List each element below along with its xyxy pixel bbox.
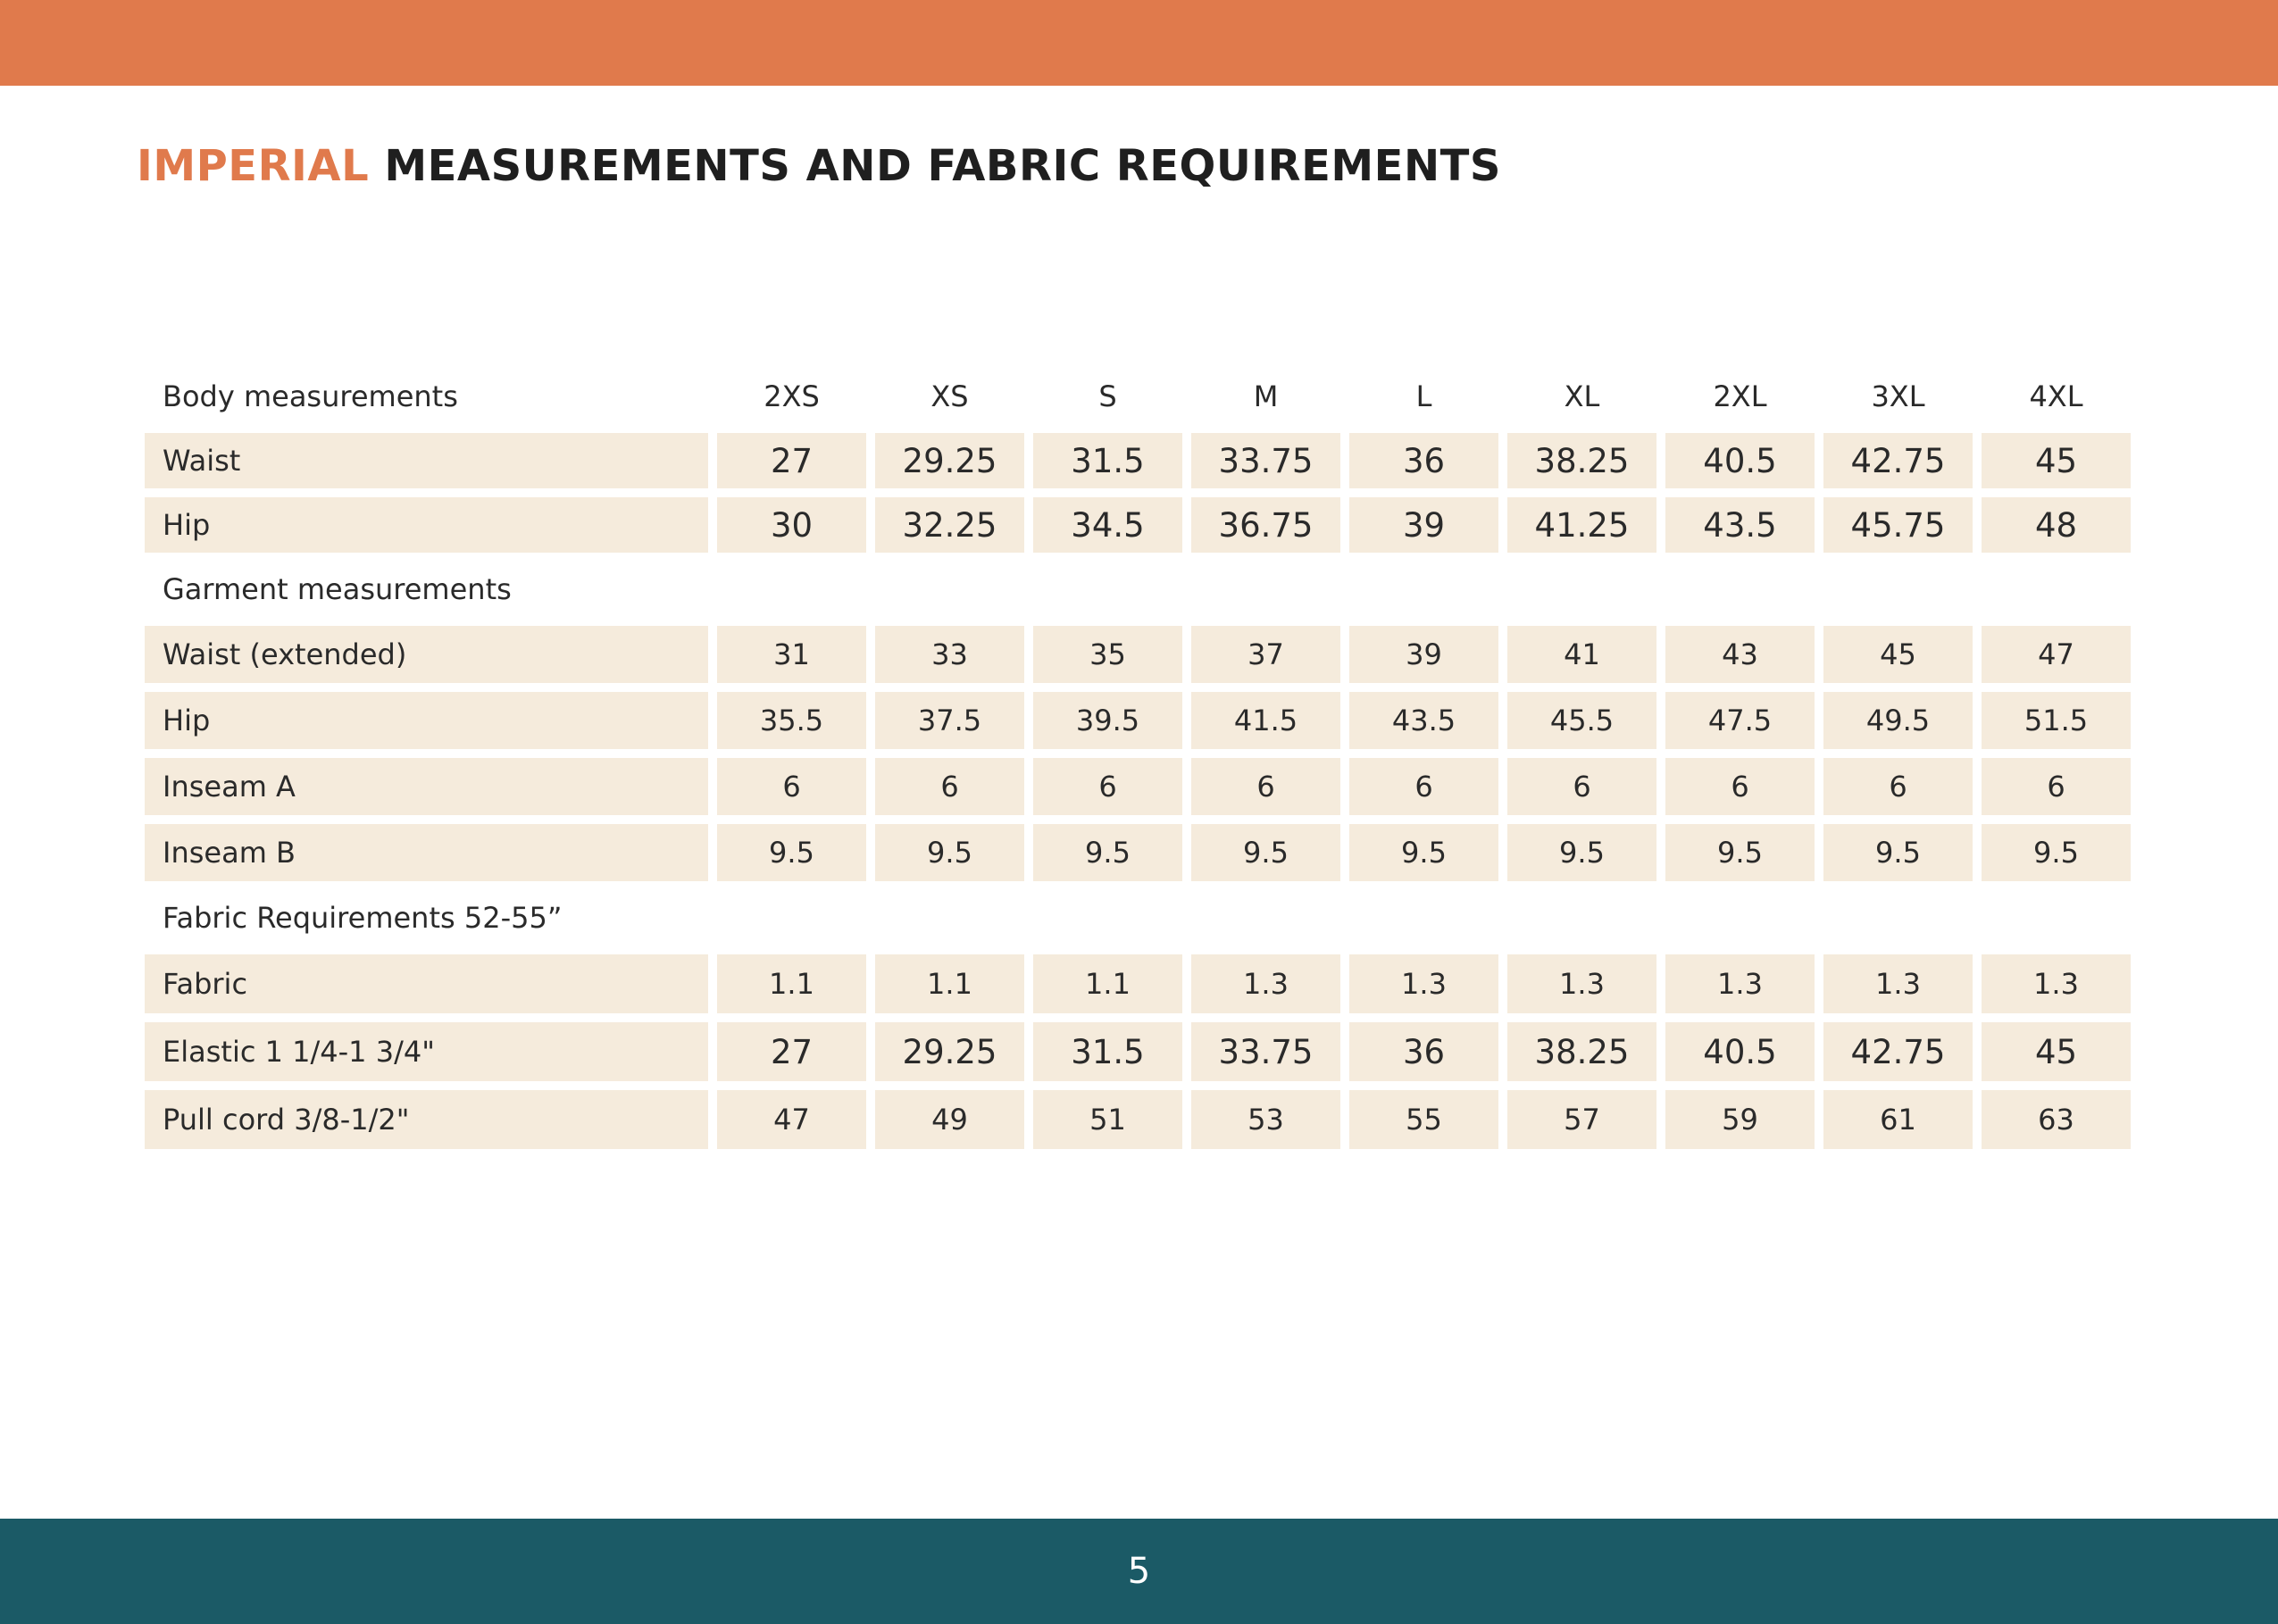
table-cell: 27 <box>717 1022 866 1081</box>
size-header: L <box>1415 379 1432 413</box>
table-cell: 40.5 <box>1665 433 1815 488</box>
table-cell: 9.5 <box>1507 824 1656 881</box>
table-cell: 33.75 <box>1191 433 1340 488</box>
table-cell: 59 <box>1665 1090 1815 1149</box>
row-label: Elastic 1 1/4-1 3/4" <box>145 1022 708 1081</box>
row-label: Hip <box>145 497 708 553</box>
table-cell: 43.5 <box>1665 497 1815 553</box>
table-row <box>145 692 2134 749</box>
table-cell: 31.5 <box>1033 433 1182 488</box>
size-header: 3XL <box>1871 379 1925 413</box>
table-cell: 51.5 <box>1982 692 2131 749</box>
table-cell: 1.3 <box>1507 954 1656 1013</box>
table-cell: 29.25 <box>875 433 1024 488</box>
table-cell: 1.1 <box>717 954 866 1013</box>
table-row <box>145 824 2134 881</box>
table-cell: 1.3 <box>1665 954 1815 1013</box>
top-accent-bar <box>0 0 2278 86</box>
table-row <box>145 954 2134 1013</box>
table-cell: 9.5 <box>1349 824 1498 881</box>
table-cell: 41.5 <box>1191 692 1340 749</box>
size-header: 2XS <box>764 379 820 413</box>
table-cell: 48 <box>1982 497 2131 553</box>
table-cell: 6 <box>717 758 866 815</box>
table-cell: 41.25 <box>1507 497 1656 553</box>
table-cell: 47 <box>1982 626 2131 683</box>
table-cell: 9.5 <box>1982 824 2131 881</box>
table-cell: 29.25 <box>875 1022 1024 1081</box>
table-cell: 1.1 <box>875 954 1024 1013</box>
table-cell: 9.5 <box>1033 824 1182 881</box>
page-number: 5 <box>1127 1551 1151 1592</box>
table-cell: 33.75 <box>1191 1022 1340 1081</box>
table-cell: 41 <box>1507 626 1656 683</box>
page-title <box>137 141 1501 191</box>
size-header: M <box>1253 379 1279 413</box>
table-cell: 51 <box>1033 1090 1182 1149</box>
footer-bar <box>0 1519 2278 1624</box>
table-cell: 47.5 <box>1665 692 1815 749</box>
table-cell: 36 <box>1349 433 1498 488</box>
table-cell: 37.5 <box>875 692 1024 749</box>
row-label: Inseam A <box>145 758 708 815</box>
table-cell: 1.1 <box>1033 954 1182 1013</box>
table-cell: 27 <box>717 433 866 488</box>
table-row <box>145 1090 2134 1149</box>
row-label: Fabric <box>145 954 708 1013</box>
table-cell: 39.5 <box>1033 692 1182 749</box>
measurements-table <box>145 369 2134 1158</box>
size-header: S <box>1098 379 1117 413</box>
title-rest: MEASUREMENTS AND FABRIC REQUIREMENTS <box>369 141 1501 191</box>
table-cell: 30 <box>717 497 866 553</box>
table-cell: 1.3 <box>1982 954 2131 1013</box>
section-title-fabric: Fabric Requirements 52-55” <box>163 901 563 935</box>
table-cell: 6 <box>1349 758 1498 815</box>
row-label: Pull cord 3/8-1/2" <box>145 1090 708 1149</box>
table-cell: 9.5 <box>1665 824 1815 881</box>
table-row <box>145 1022 2134 1081</box>
table-header-row <box>145 369 2134 424</box>
table-cell: 9.5 <box>1191 824 1340 881</box>
table-cell: 6 <box>1191 758 1340 815</box>
table-cell: 6 <box>1507 758 1656 815</box>
table-cell: 43 <box>1665 626 1815 683</box>
table-cell: 39 <box>1349 626 1498 683</box>
row-label: Waist (extended) <box>145 626 708 683</box>
table-row <box>145 433 2134 488</box>
table-cell: 37 <box>1191 626 1340 683</box>
size-header: XL <box>1564 379 1600 413</box>
table-cell: 49.5 <box>1823 692 1973 749</box>
table-cell: 43.5 <box>1349 692 1498 749</box>
table-cell: 6 <box>1665 758 1815 815</box>
table-cell: 42.75 <box>1823 433 1973 488</box>
table-cell: 36.75 <box>1191 497 1340 553</box>
table-cell: 47 <box>717 1090 866 1149</box>
size-header: XS <box>930 379 969 413</box>
table-cell: 35 <box>1033 626 1182 683</box>
section-title-garment: Garment measurements <box>163 572 512 606</box>
table-row <box>145 758 2134 815</box>
table-cell: 31.5 <box>1033 1022 1182 1081</box>
table-cell: 9.5 <box>1823 824 1973 881</box>
table-cell: 38.25 <box>1507 433 1656 488</box>
table-cell: 45 <box>1982 433 2131 488</box>
size-header: 2XL <box>1713 379 1767 413</box>
table-cell: 32.25 <box>875 497 1024 553</box>
title-accent: IMPERIAL <box>137 141 370 191</box>
row-label: Inseam B <box>145 824 708 881</box>
section-row-fabric <box>145 890 2134 945</box>
table-row <box>145 497 2134 553</box>
table-cell: 55 <box>1349 1090 1498 1149</box>
table-cell: 61 <box>1823 1090 1973 1149</box>
table-cell: 42.75 <box>1823 1022 1973 1081</box>
table-cell: 31 <box>717 626 866 683</box>
table-cell: 57 <box>1507 1090 1656 1149</box>
table-cell: 45 <box>1823 626 1973 683</box>
table-cell: 45 <box>1982 1022 2131 1081</box>
table-cell: 6 <box>1033 758 1182 815</box>
table-cell: 34.5 <box>1033 497 1182 553</box>
table-cell: 38.25 <box>1507 1022 1656 1081</box>
table-cell: 40.5 <box>1665 1022 1815 1081</box>
table-cell: 36 <box>1349 1022 1498 1081</box>
row-label: Hip <box>145 692 708 749</box>
row-label: Waist <box>145 433 708 488</box>
section-row-garment <box>145 562 2134 617</box>
size-header: 4XL <box>2029 379 2083 413</box>
table-cell: 1.3 <box>1349 954 1498 1013</box>
table-cell: 45.5 <box>1507 692 1656 749</box>
table-cell: 1.3 <box>1191 954 1340 1013</box>
table-cell: 39 <box>1349 497 1498 553</box>
table-cell: 9.5 <box>717 824 866 881</box>
table-cell: 63 <box>1982 1090 2131 1149</box>
table-cell: 6 <box>1982 758 2131 815</box>
table-cell: 49 <box>875 1090 1024 1149</box>
section-title-body: Body measurements <box>163 379 458 413</box>
table-cell: 1.3 <box>1823 954 1973 1013</box>
table-cell: 6 <box>875 758 1024 815</box>
table-cell: 9.5 <box>875 824 1024 881</box>
table-cell: 33 <box>875 626 1024 683</box>
table-cell: 53 <box>1191 1090 1340 1149</box>
table-row <box>145 626 2134 683</box>
table-cell: 45.75 <box>1823 497 1973 553</box>
table-cell: 35.5 <box>717 692 866 749</box>
table-cell: 6 <box>1823 758 1973 815</box>
